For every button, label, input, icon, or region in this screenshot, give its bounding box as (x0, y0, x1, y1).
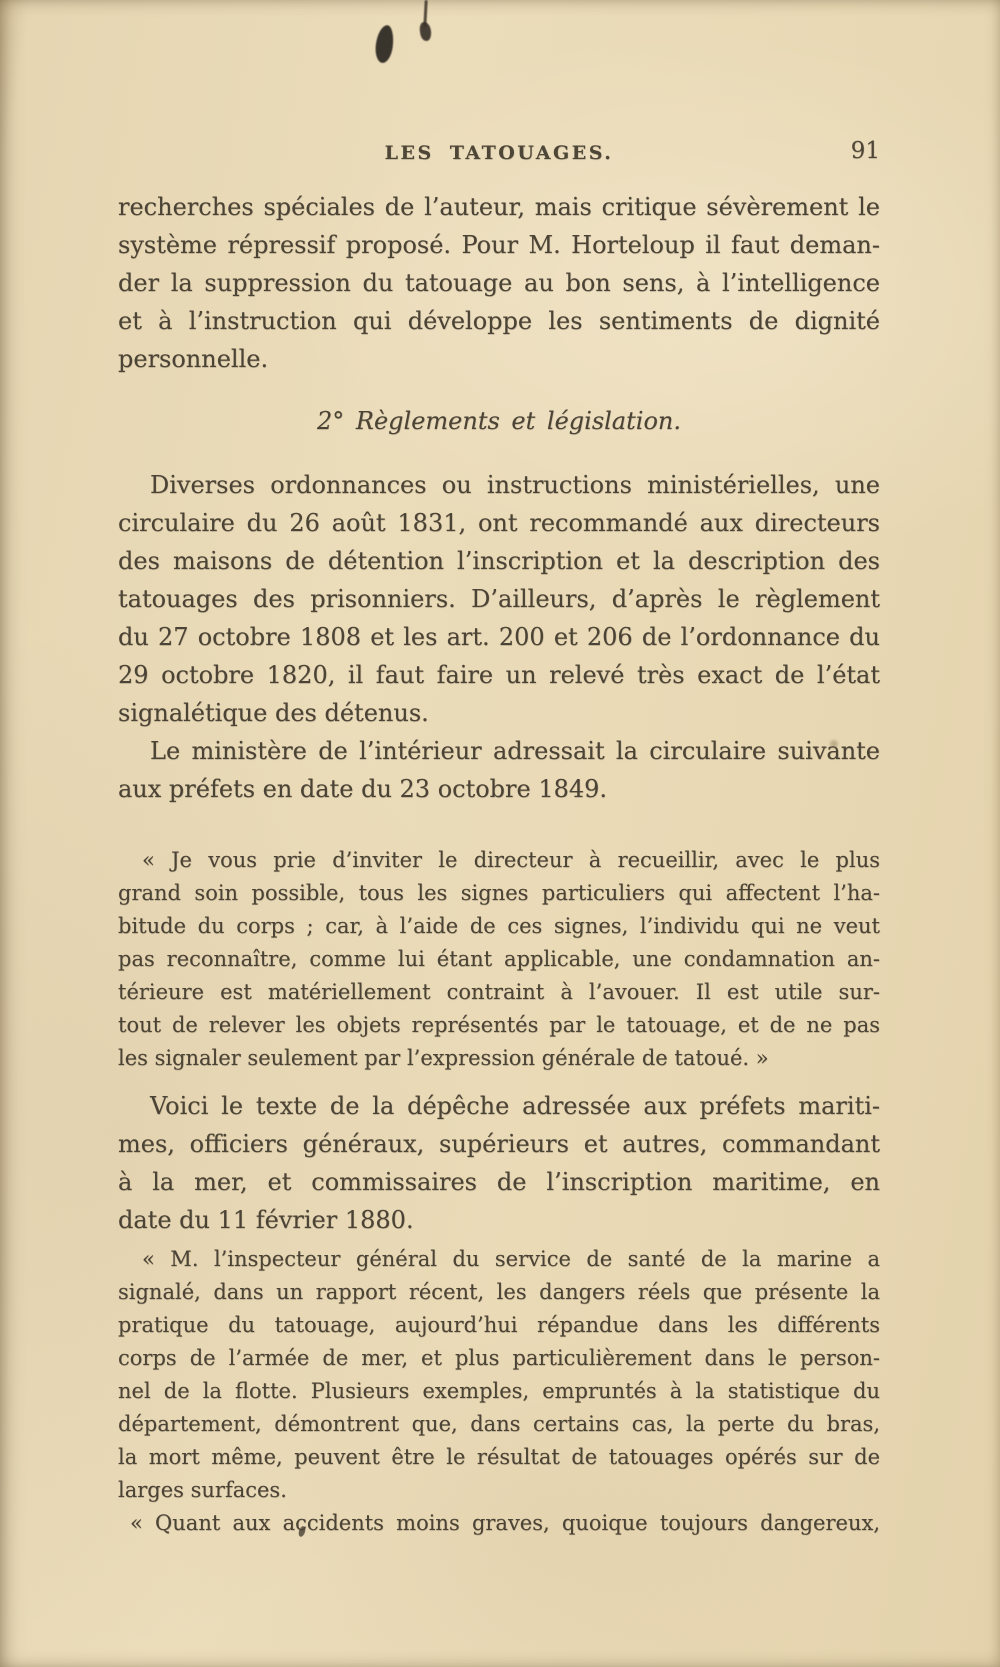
text-line: aux préfets en date du 23 octobre 1849. (118, 775, 608, 803)
text-line: larges surfaces. (118, 1478, 287, 1502)
text-line: signalé, dans un rapport récent, les dangers réels que présente la (118, 1280, 880, 1304)
text-line: nel de la flotte. Plusieurs exemples, empruntés à la statistique du (118, 1379, 880, 1403)
text-line: térieure est matériellement contraint à l’avouer. Il est utile sur- (118, 980, 880, 1004)
text-line: système répressif proposé. Pour M. Horteloup il faut deman- (118, 231, 880, 259)
text-line: « Je vous prie d’inviter le directeur à recueillir, avec le plus (142, 848, 880, 872)
ink-streak-blob (419, 21, 433, 41)
text-line: des maisons de détention l’inscription et la description des (118, 547, 880, 575)
ink-blot (374, 24, 396, 64)
text-line: date du 11 février 1880. (118, 1206, 414, 1234)
paragraph-voici (118, 1087, 880, 1239)
text-line: bitude du corps ; car, à l’aide de ces signes, l’individu qui ne veut (118, 914, 880, 938)
running-header (118, 138, 880, 170)
text-line: recherches spéciales de l’auteur, mais critique sévèrement le (118, 193, 880, 221)
paragraph-ministere (118, 732, 880, 808)
text-line: du 27 octobre 1808 et les art. 200 et 206 de l’ordonnance du (118, 623, 880, 651)
text-line: grand soin possible, tous les signes particuliers qui affectent l’ha- (118, 881, 880, 905)
section-heading: 2° Règlements et législation. (317, 407, 681, 435)
text-line: 29 octobre 1820, il faut faire un relevé très exact de l’état (118, 661, 880, 689)
text-line: der la suppression du tatouage au bon sens, à l’intelligence (118, 269, 880, 297)
text-line: pas reconnaître, comme lui étant applicable, une condamnation an- (118, 947, 880, 971)
text-line: « Quant aux accidents moins graves, quoique toujours dangereux, (130, 1511, 880, 1535)
text-line: les signaler seulement par l’expression générale de tatoué. » (118, 1046, 769, 1070)
page-number: 91 (850, 138, 880, 164)
paragraph-reglements (118, 466, 880, 732)
text-line: mes, officiers généraux, supérieurs et autres, commandant (118, 1130, 880, 1158)
text-line: « M. l’inspecteur général du service de santé de la marine a (142, 1247, 880, 1271)
text-line: circulaire du 26 août 1831, ont recommandé aux directeurs (118, 509, 880, 537)
paragraph-intro (118, 188, 880, 378)
quote-depeche-1880 (118, 1243, 880, 1540)
text-line: la mort même, peuvent être le résultat de tatouages opérés sur de (118, 1445, 880, 1469)
text-line: corps de l’armée de mer, et plus particulièrement dans le person- (118, 1346, 880, 1370)
text-line: à la mer, et commissaires de l’inscription maritime, en (118, 1168, 880, 1196)
text-block (118, 138, 880, 1540)
text-line: département, démontrent que, dans certains cas, la perte du bras, (118, 1412, 880, 1436)
text-line: tatouages des prisonniers. D’ailleurs, d’après le règlement (118, 585, 880, 613)
text-line: Voici le texte de la dépêche adressée aux préfets mariti- (150, 1092, 880, 1120)
text-line: signalétique des détenus. (118, 699, 429, 727)
text-line: pratique du tatouage, aujourd’hui répandue dans les différents (118, 1313, 880, 1337)
text-line: Le ministère de l’intérieur adressait la circulaire suivante (150, 737, 880, 765)
page-title: LES TATOUAGES. (384, 142, 614, 164)
text-line: personnelle. (118, 345, 269, 373)
quote-circulaire-1849 (118, 844, 880, 1075)
text-line: tout de relever les objets représentés par le tatouage, et de ne pas (118, 1013, 880, 1037)
text-line: Diverses ordonnances ou instructions ministérielles, une (150, 471, 880, 499)
text-line: et à l’instruction qui développe les sentiments de dignité (118, 307, 880, 335)
